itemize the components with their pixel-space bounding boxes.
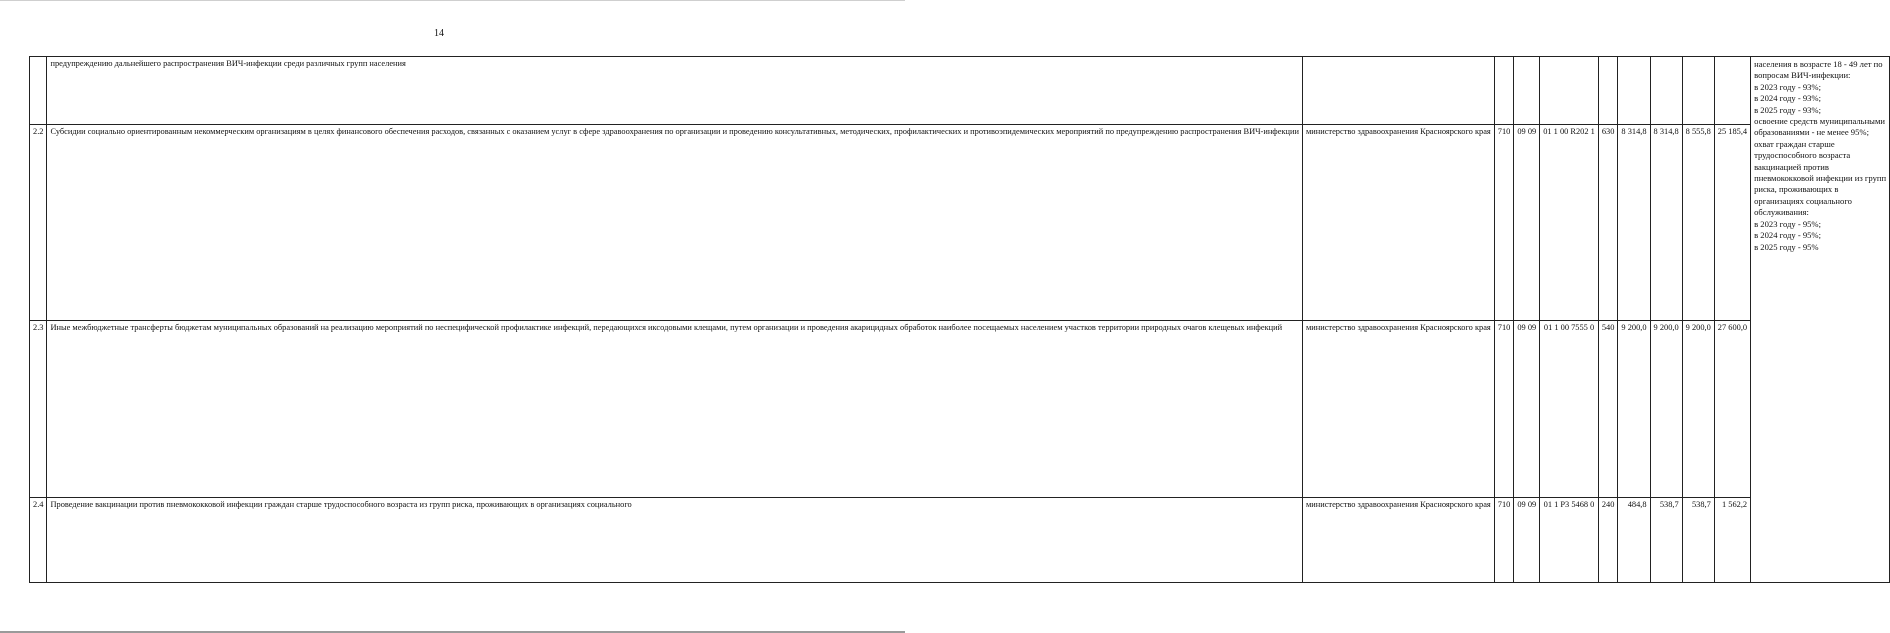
result-line: охват граждан старше bbox=[1754, 138, 1835, 149]
amount-2024: 9 200,0 bbox=[1650, 321, 1682, 498]
page-top-edge bbox=[0, 0, 905, 1]
program-activities-table bbox=[29, 56, 1890, 583]
result-line: вопросам ВИЧ-инфекции: bbox=[1754, 70, 1851, 81]
table-row bbox=[30, 57, 1890, 125]
amount-total bbox=[1714, 57, 1750, 125]
result-line: в 2024 году - 95%; bbox=[1754, 230, 1821, 241]
activity-name: Иные межбюджетные трансферты бюджетам муниципальных образований на реализацию мероприятий по неспецифической профилактике инфекций, передающихся иксодовыми клещами, путем организации и проведения акарицидных обработок наиболее посещаемых населением участков территории природных очагов клещевых инфекций bbox=[47, 321, 1303, 498]
result-line: риска, проживающих в bbox=[1754, 184, 1839, 195]
result-line: в 2025 году - 93%; bbox=[1754, 104, 1821, 115]
vr-code: 630 bbox=[1598, 125, 1618, 321]
table-row bbox=[30, 125, 1890, 321]
responsible-agency: министерство здравоохранения Красноярского края bbox=[1302, 321, 1494, 498]
page-number: 14 bbox=[434, 28, 444, 39]
responsible-agency bbox=[1302, 57, 1494, 125]
vr-code: 540 bbox=[1598, 321, 1618, 498]
responsible-agency: министерство здравоохранения Красноярского края bbox=[1302, 498, 1494, 583]
result-line: вакцинацией против bbox=[1754, 161, 1829, 172]
row-number bbox=[30, 57, 47, 125]
activity-name: предупреждению дальнейшего распространения ВИЧ-инфекции среди различных групп населения bbox=[47, 57, 1303, 125]
amount-2023: 8 314,8 bbox=[1618, 125, 1650, 321]
csr-code bbox=[1540, 57, 1599, 125]
result-line: обслуживания: bbox=[1754, 207, 1809, 218]
row-number: 2.3 bbox=[30, 321, 47, 498]
result-line: трудоспособного возраста bbox=[1754, 150, 1851, 161]
table-row bbox=[30, 321, 1890, 498]
rzpr-code: 09 09 bbox=[1514, 125, 1540, 321]
result-line: освоение средств муниципальными bbox=[1754, 116, 1885, 127]
activity-name: Проведение вакцинации против пневмококковой инфекции граждан старше трудоспособного возраста из групп риска, проживающих в организациях социального bbox=[47, 498, 1303, 583]
amount-2025 bbox=[1682, 57, 1714, 125]
result-line: в 2024 году - 93%; bbox=[1754, 93, 1821, 104]
row-number: 2.4 bbox=[30, 498, 47, 583]
amount-2024 bbox=[1650, 57, 1682, 125]
csr-code: 01 1 Р3 5468 0 bbox=[1540, 498, 1599, 583]
responsible-agency: министерство здравоохранения Красноярского края bbox=[1302, 125, 1494, 321]
result-line: в 2023 году - 95%; bbox=[1754, 218, 1821, 229]
amount-2025: 538,7 bbox=[1682, 498, 1714, 583]
amount-2024: 538,7 bbox=[1650, 498, 1682, 583]
grbs-code: 710 bbox=[1494, 498, 1514, 583]
result-line: в 2023 году - 93%; bbox=[1754, 81, 1821, 92]
amount-2025: 9 200,0 bbox=[1682, 321, 1714, 498]
csr-code: 01 1 00 7555 0 bbox=[1540, 321, 1599, 498]
rzpr-code bbox=[1514, 57, 1540, 125]
amount-total: 1 562,2 bbox=[1714, 498, 1750, 583]
result-line: организациях социального bbox=[1754, 195, 1852, 206]
amount-total: 25 185,4 bbox=[1714, 125, 1750, 321]
rzpr-code: 09 09 bbox=[1514, 498, 1540, 583]
table-row bbox=[30, 498, 1890, 583]
csr-code: 01 1 00 R202 1 bbox=[1540, 125, 1599, 321]
expected-results-cell bbox=[1751, 57, 1890, 583]
amount-2024: 8 314,8 bbox=[1650, 125, 1682, 321]
result-line: образованиями - не менее 95%; bbox=[1754, 127, 1869, 138]
grbs-code: 710 bbox=[1494, 321, 1514, 498]
grbs-code bbox=[1494, 57, 1514, 125]
grbs-code: 710 bbox=[1494, 125, 1514, 321]
vr-code bbox=[1598, 57, 1618, 125]
result-line: в 2025 году - 95% bbox=[1754, 241, 1819, 252]
row-number: 2.2 bbox=[30, 125, 47, 321]
vr-code: 240 bbox=[1598, 498, 1618, 583]
result-line: пневмококковой инфекции из групп bbox=[1754, 173, 1887, 184]
amount-total: 27 600,0 bbox=[1714, 321, 1750, 498]
amount-2025: 8 555,8 bbox=[1682, 125, 1714, 321]
rzpr-code: 09 09 bbox=[1514, 321, 1540, 498]
amount-2023: 9 200,0 bbox=[1618, 321, 1650, 498]
amount-2023: 484,8 bbox=[1618, 498, 1650, 583]
activity-name: Субсидии социально ориентированным некоммерческим организациям в целях финансового обеспечения расходов, связанных с оказанием услуг в сфере здравоохранения по организации и проведению консультативных, методических, профилактических и противоэпидемических мероприятий по предупреждению распространения ВИЧ-инфекции bbox=[47, 125, 1303, 321]
amount-2023 bbox=[1618, 57, 1650, 125]
result-line: населения в возрасте 18 - 49 лет по bbox=[1754, 59, 1883, 69]
